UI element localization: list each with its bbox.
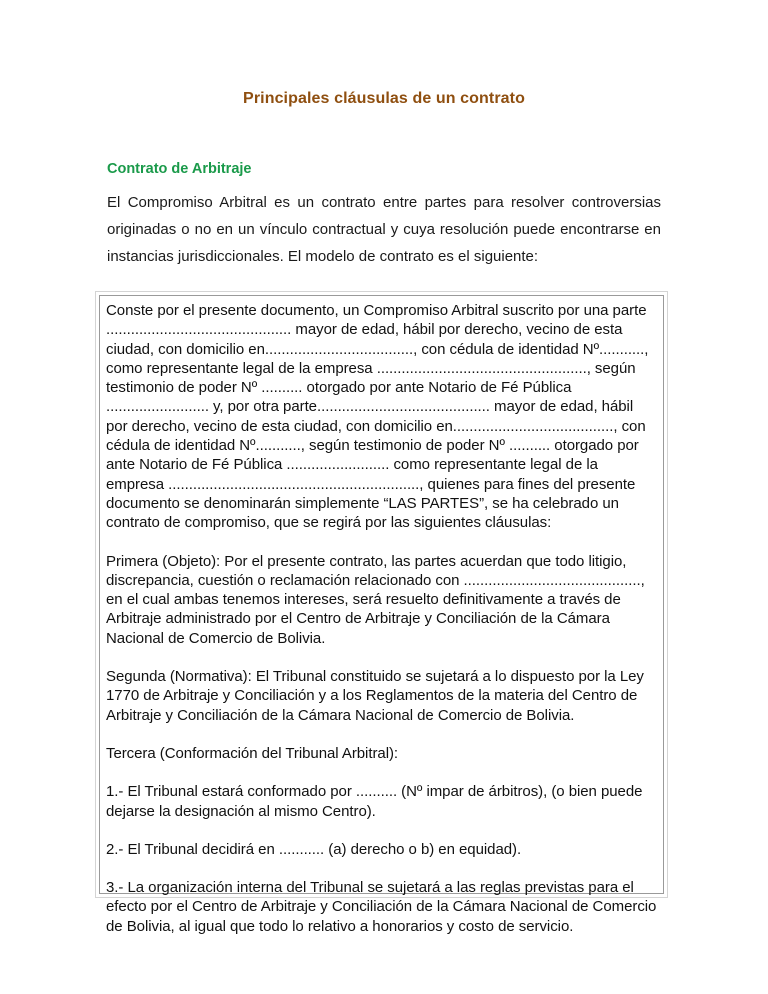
section-heading: Contrato de Arbitraje: [107, 161, 252, 177]
clause-tercera-heading: Tercera (Conformación del Tribunal Arbitral):: [106, 744, 399, 762]
intro-paragraph: El Compromiso Arbitral es un contrato entre partes para resolver controversias originadas o no en un vínculo contractual y cuya resolución puede encontrarse en instancias jurisdiccionales. El modelo de contrato es el siguiente:: [107, 194, 661, 265]
contract-preamble: Conste por el presente documento, un Compromiso Arbitral suscrito por una parte ............................................. mayor de edad, hábil por derecho, vecino de esta ciudad, con domicilio en...................................., con cédula de identidad Nº..........., como representante legal de la empresa ..................................................., según testimonio de poder Nº .......... otorgado por ante Notario de Fé Pública ......................... y, por otra parte.......................................... mayor de edad, hábil por derecho, vecino de esta ciudad, con domicilio en......................................., con cédula de identidad Nº..........., según testimonio de poder Nº .......... otorgado por ante Notario de Fé Pública ......................... como representante legal de la empresa ............................................................., quienes para fines del presente documento se denominarán simplemente “LAS PARTES”, se ha celebrado un contrato de compromiso, que se regirá por las siguientes cláusulas:: [106, 302, 649, 532]
clause-tercera-item-1: 1.- El Tribunal estará conformado por .......... (Nº impar de árbitros), (o bien puede dejarse la designación al mismo Centro).: [106, 783, 643, 820]
clause-tercera-item-2: 2.- El Tribunal decidirá en ........... (a) derecho o b) en equidad).: [106, 840, 522, 858]
contract-model-box: [95, 291, 668, 935]
clause-primera: Primera (Objeto): Por el presente contrato, las partes acuerdan que todo litigio, discrepancia, cuestión o reclamación relacionado con ..........................................., en el cual ambas tenemos intereses, será resuelto definitivamente a través de Arbitraje administrado por el Centro de Arbitraje y Conciliación de la Cámara Nacional de Comercio de Bolivia.: [106, 552, 645, 647]
page-title: Principales cláusulas de un contrato: [243, 90, 525, 107]
contract-model-inner: [99, 295, 664, 935]
clause-segunda: Segunda (Normativa): El Tribunal constituido se sujetará a lo dispuesto por la Ley 1770 de Arbitraje y Conciliación y a los Reglamentos de la materia del Centro de Arbitraje y Conciliación de la Cámara Nacional de Comercio de Bolivia.: [106, 668, 644, 724]
clause-tercera-item-3: 3.- La organización interna del Tribunal se sujetará a las reglas previstas para el efecto por el Centro de Arbitraje y Conciliación de la Cámara Nacional de Comercio de Bolivia, al igual que todo lo relativo a honorarios y costo de servicio.: [106, 879, 657, 935]
